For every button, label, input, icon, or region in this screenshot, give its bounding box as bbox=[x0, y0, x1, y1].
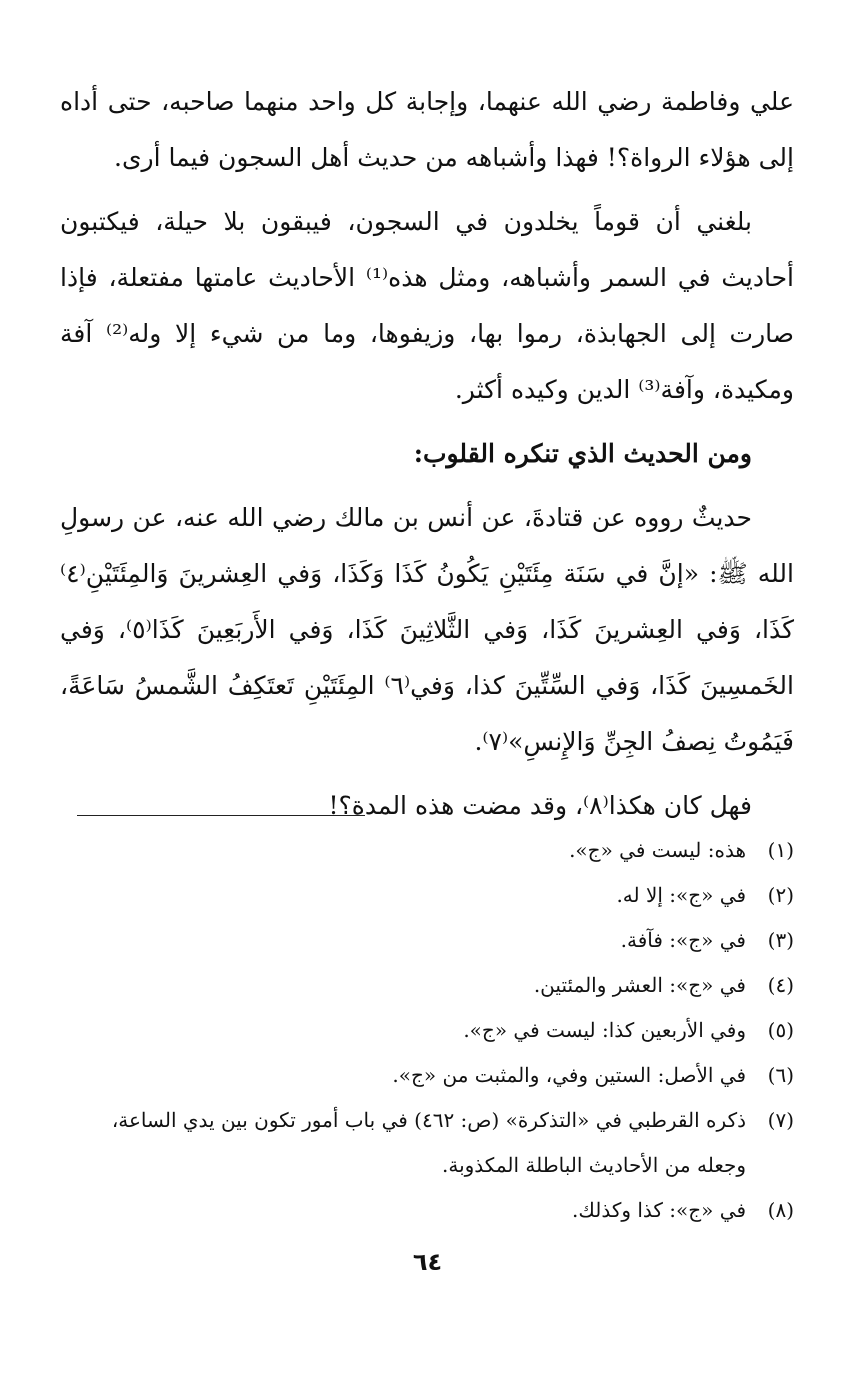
paragraph: بلغني أن قوماً يخلدون في السجون، فيبقون بلا حيلة، فيكتبون أحاديث في السمر وأشباهه، ومثل هذه⁽¹⁾ الأحاديث عامتها مفتعلة، فإذا صارت إلى الجهابذة، رموا بها، وزيفوها، وما من شيء إلا وله⁽²⁾ آفة ومكيدة، وآفة⁽³⁾ الدين وكيده أكثر. bbox=[60, 207, 795, 404]
footnote-text: ذكره القرطبي في «التذكرة» (ص: ٤٦٢) في باب أمور تكون بين يدي الساعة، وجعله من الأحاديث الباطلة المكذوبة. bbox=[111, 1108, 746, 1177]
footnote-text: في الأصل: الستين وفي، والمثبت من «ج». bbox=[392, 1063, 746, 1087]
paragraph: فهل كان هكذا⁽٨⁾، وقد مضت هذه المدة؟! bbox=[328, 791, 752, 820]
footnote bbox=[60, 963, 794, 1008]
footnote-text: في «ج»: العشر والمئتين. bbox=[533, 973, 746, 997]
footnote-number: (٤) bbox=[767, 973, 794, 997]
footnote-number: (٢) bbox=[767, 883, 794, 907]
footnote-text: هذه: ليست في «ج». bbox=[569, 838, 746, 862]
footnote-text: في «ج»: فآفة. bbox=[620, 928, 746, 952]
footnote bbox=[60, 828, 794, 873]
footnotes bbox=[60, 828, 794, 1233]
footnote-number: (٥) bbox=[767, 1018, 794, 1042]
footnote bbox=[60, 873, 794, 918]
page-body bbox=[60, 74, 794, 834]
footnote-number: (٣) bbox=[767, 928, 794, 952]
footnote-text: في «ج»: إلا له. bbox=[616, 883, 746, 907]
footnote-number: (٨) bbox=[767, 1198, 794, 1222]
footnote bbox=[60, 1008, 794, 1053]
main-text bbox=[60, 74, 794, 834]
footnote-number: (٧) bbox=[767, 1108, 794, 1132]
footnote bbox=[60, 1188, 794, 1233]
footnote bbox=[60, 1098, 794, 1188]
footnote-divider bbox=[77, 815, 365, 816]
footnote-text: في «ج»: كذا وكذلك. bbox=[572, 1198, 746, 1222]
footnote-text: وفي الأربعين كذا: ليست في «ج». bbox=[463, 1018, 746, 1042]
paragraph: حديثٌ رووه عن قتادةَ، عن أنس بن مالك رضي الله عنه، عن رسولِ الله ﷺ: «إنَّ في سَنَة مِئَتَيْنِ يَكُونُ كَذَا وَكَذَا، وَفي العِشرينَ وَالمِئَتَيْنِ⁽٤⁾ كَذَا، وَفي العِشرينَ كَذَا، وَفي الثَّلاثِينَ كَذَا، وَفي الأَربَعِينَ كَذَا⁽٥⁾، وَفي الخَمسِينَ كَذَا، وَفي السِّتِّينَ كذا، وَفي⁽٦⁾ المِئَتَيْنِ تَعتَكِفُ الشَّمسُ سَاعَةً، فَيَمُوتُ نِصفُ الجِنِّ وَالإِنسِ»⁽٧⁾. bbox=[60, 503, 794, 756]
footnote-number: (١) bbox=[767, 838, 794, 862]
footnote bbox=[60, 1053, 794, 1098]
section-heading: ومن الحديث الذي تنكره القلوب: bbox=[413, 439, 752, 468]
footnote bbox=[60, 918, 794, 963]
footnote-number: (٦) bbox=[767, 1063, 794, 1087]
page-number: ٦٤ bbox=[412, 1248, 443, 1276]
paragraph: علي وفاطمة رضي الله عنهما، وإجابة كل واحد منهما صاحبه، حتى أداه إلى هؤلاء الرواة؟! فهذا وأشباهه من حديث أهل السجون فيما أرى. bbox=[60, 87, 794, 172]
